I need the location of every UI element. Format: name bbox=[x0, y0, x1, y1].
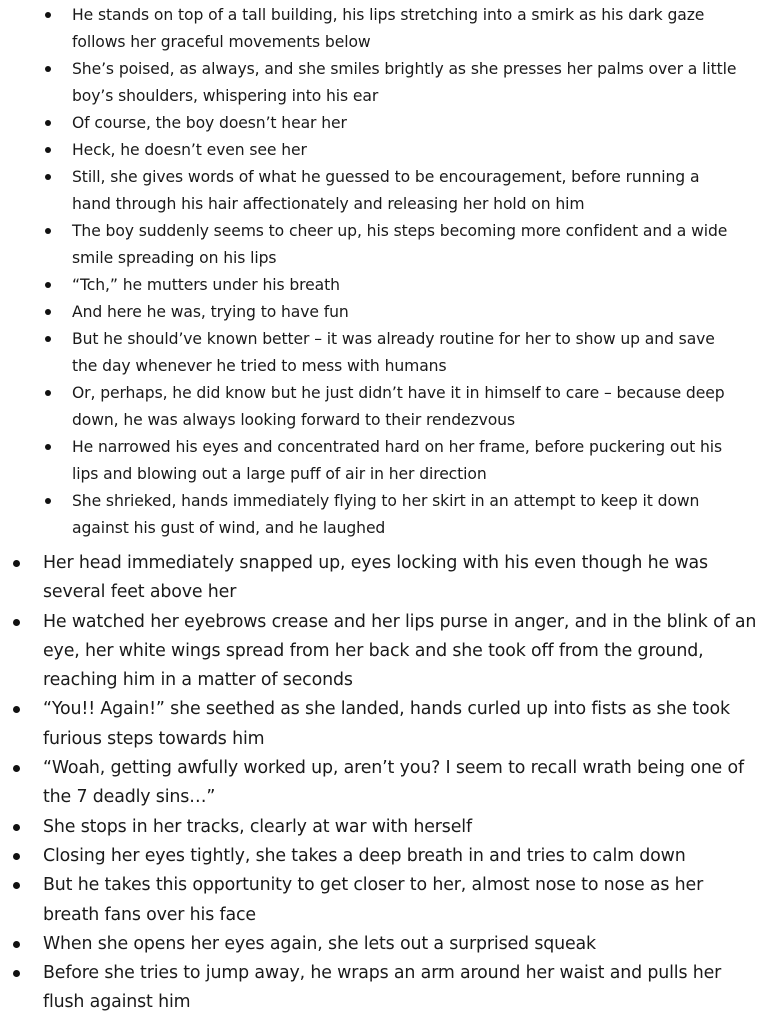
list-item: Or, perhaps, he did know but he just didn’t have it in himself to care – because deep down, he was always looking forward to their rendezvous bbox=[0, 380, 768, 434]
list-item: Her head immediately snapped up, eyes locking with his even though he was several feet above her bbox=[0, 549, 768, 608]
list-item: He stands on top of a tall building, his lips stretching into a smirk as his dark gaze follows her graceful movements below bbox=[0, 2, 768, 56]
list-item: He narrowed his eyes and concentrated hard on her frame, before puckering out his lips and blowing out a large puff of air in her direction bbox=[0, 434, 768, 488]
sub-bullet-list bbox=[0, 2, 768, 542]
list-item: She’s poised, as always, and she smiles brightly as she presses her palms over a little boy’s shoulders, whispering into his ear bbox=[0, 56, 768, 110]
list-item: Before she tries to jump away, he wraps an arm around her waist and pulls her flush against him bbox=[0, 959, 768, 1018]
list-item: “You!! Again!” she seethed as she landed, hands curled up into fists as she took furious steps towards him bbox=[0, 695, 768, 754]
list-item: But he takes this opportunity to get closer to her, almost nose to nose as her breath fans over his face bbox=[0, 871, 768, 930]
list-item: She shrieked, hands immediately flying to her skirt in an attempt to keep it down against his gust of wind, and he laughed bbox=[0, 488, 768, 542]
list-item: The boy suddenly seems to cheer up, his steps becoming more confident and a wide smile spreading on his lips bbox=[0, 218, 768, 272]
list-item: “Woah, getting awfully worked up, aren’t you? I seem to recall wrath being one of the 7 deadly sins…” bbox=[0, 754, 768, 813]
list-item: But he should’ve known better – it was already routine for her to show up and save the day whenever he tried to mess with humans bbox=[0, 326, 768, 380]
list-item: And here he was, trying to have fun bbox=[0, 299, 768, 326]
list-item: Heck, he doesn’t even see her bbox=[0, 137, 768, 164]
list-item: He watched her eyebrows crease and her lips purse in anger, and in the blink of an eye, her white wings spread from her back and she took off from the ground, reaching him in a matter of seconds bbox=[0, 608, 768, 696]
list-item: “Tch,” he mutters under his breath bbox=[0, 272, 768, 299]
list-item: Still, she gives words of what he guessed to be encouragement, before running a hand through his hair affectionately and releasing her hold on him bbox=[0, 164, 768, 218]
main-bullet-list bbox=[0, 549, 768, 1018]
list-item: She stops in her tracks, clearly at war with herself bbox=[0, 813, 768, 842]
list-item: When she opens her eyes again, she lets out a surprised squeak bbox=[0, 930, 768, 959]
list-item: Of course, the boy doesn’t hear her bbox=[0, 110, 768, 137]
list-item: Closing her eyes tightly, she takes a deep breath in and tries to calm down bbox=[0, 842, 768, 871]
